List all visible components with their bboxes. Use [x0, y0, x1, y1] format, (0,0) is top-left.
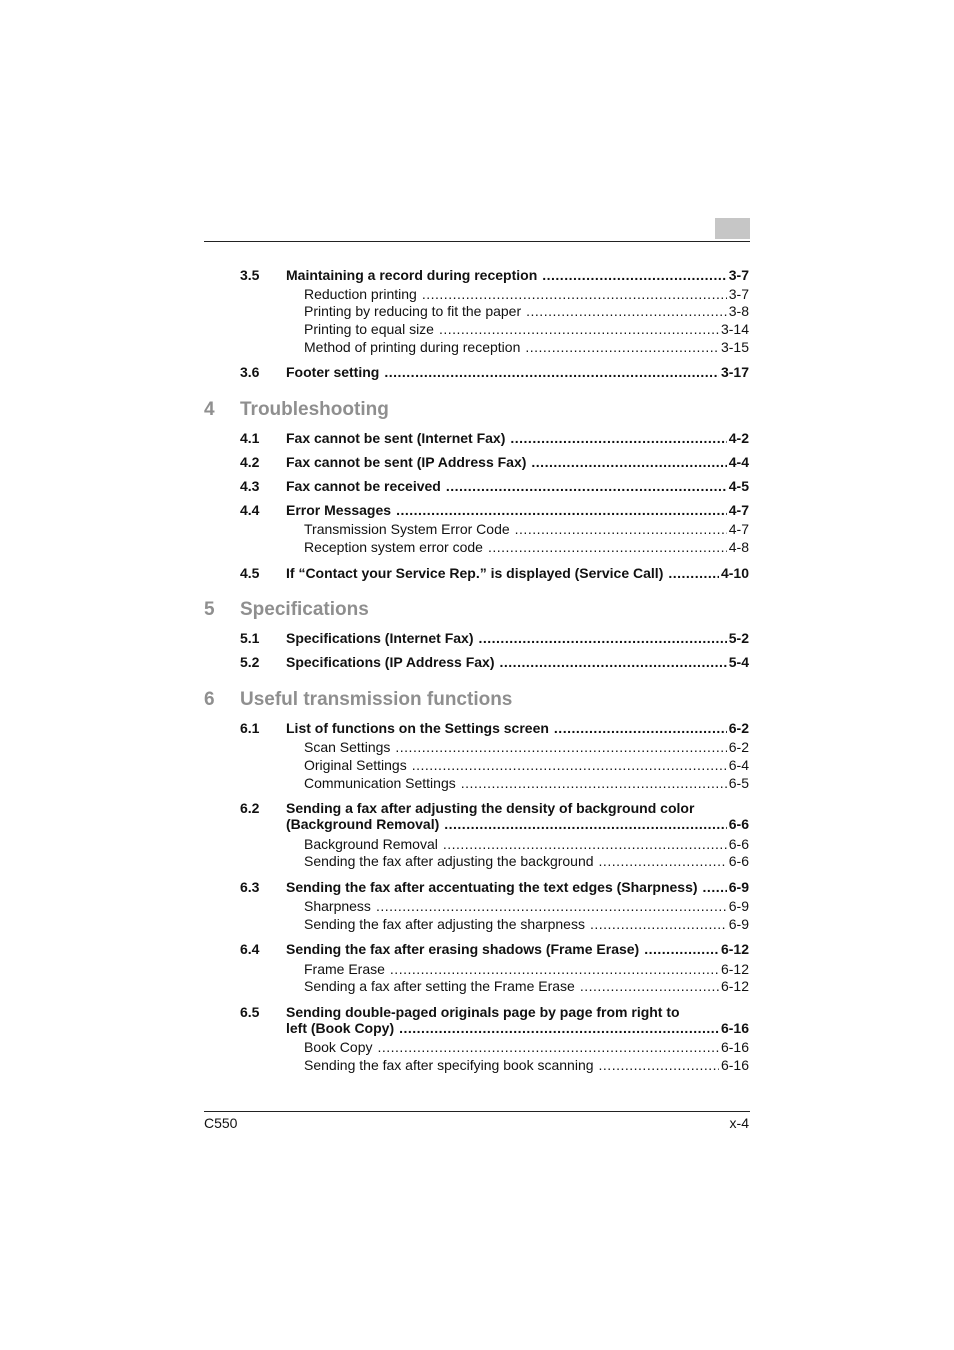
- section-title: List of functions on the Settings screen: [286, 720, 549, 736]
- toc-subsection-entry[interactable]: [304, 915, 749, 933]
- chapter-heading: [204, 689, 512, 711]
- dot-leader: [395, 738, 726, 756]
- dot-leader: [390, 960, 719, 978]
- toc-subsection-entry[interactable]: [304, 320, 749, 338]
- toc-subsection-entry[interactable]: [304, 852, 749, 870]
- dot-leader: [399, 1019, 719, 1037]
- toc-section-entry[interactable]: [240, 429, 749, 447]
- toc-section-entry-continued[interactable]: [240, 1019, 749, 1037]
- section-title: Sending the fax after erasing shadows (Frame Erase): [286, 941, 640, 957]
- toc-subsection-entry[interactable]: [304, 756, 749, 774]
- page-reference: 4-7: [728, 502, 749, 518]
- dot-leader: [590, 915, 727, 933]
- page-reference: 4-8: [728, 539, 749, 555]
- dot-leader: [461, 774, 727, 792]
- section-number: 5.1: [240, 630, 260, 646]
- dot-leader: [376, 897, 727, 915]
- toc-subsection-entry[interactable]: [304, 338, 749, 356]
- subsection-title: Sending the fax after adjusting the background: [304, 853, 594, 869]
- page-reference: 4-5: [728, 478, 749, 494]
- section-number: 4.3: [240, 478, 260, 494]
- section-number: 4.1: [240, 430, 260, 446]
- toc-section-entry[interactable]: [240, 477, 749, 495]
- dot-leader: [384, 363, 719, 381]
- section-title: Fax cannot be sent (IP Address Fax): [286, 454, 527, 470]
- section-title: If “Contact your Service Rep.” is displayed (Service Call): [286, 565, 664, 581]
- page-reference: 6-6: [728, 853, 749, 869]
- toc-subsection-entry[interactable]: [304, 738, 749, 756]
- dot-leader: [443, 835, 727, 853]
- section-title: Sending double-paged originals page by page from right to: [286, 1004, 680, 1020]
- chapter-title: Troubleshooting: [240, 399, 389, 420]
- page-reference: 6-2: [728, 720, 749, 736]
- toc-section-entry[interactable]: [240, 878, 749, 896]
- toc-section-entry[interactable]: [240, 629, 749, 647]
- section-title: Sending the fax after accentuating the text edges (Sharpness): [286, 879, 698, 895]
- subsection-title: Sending the fax after specifying book scanning: [304, 1057, 594, 1073]
- page-reference: 3-7: [728, 286, 749, 302]
- dot-leader: [515, 520, 727, 538]
- toc-subsection-entry[interactable]: [304, 835, 749, 853]
- section-number: 5.2: [240, 654, 260, 670]
- section-number: 6.2: [240, 800, 260, 816]
- toc-section-entry[interactable]: [240, 719, 749, 737]
- section-title-continued: (Background Removal): [286, 816, 440, 832]
- dot-leader: [542, 266, 727, 284]
- dot-leader: [668, 564, 719, 582]
- dot-leader: [599, 852, 727, 870]
- footer-model: C550: [204, 1115, 238, 1131]
- footer-page-number: x-4: [729, 1115, 749, 1131]
- dot-leader: [500, 653, 727, 671]
- dot-leader: [703, 878, 727, 896]
- section-number: 3.5: [240, 267, 260, 283]
- footer-rule: [204, 1111, 750, 1112]
- subsection-title: Frame Erase: [304, 961, 385, 977]
- section-number: 6.5: [240, 1004, 260, 1020]
- dot-leader: [525, 338, 719, 356]
- toc-section-entry[interactable]: [240, 653, 749, 671]
- page-reference: 5-2: [728, 630, 749, 646]
- dot-leader: [554, 719, 727, 737]
- page-reference: 3-8: [728, 303, 749, 319]
- section-title: Maintaining a record during reception: [286, 267, 538, 283]
- page-reference: 6-9: [728, 898, 749, 914]
- toc-subsection-entry[interactable]: [304, 520, 749, 538]
- page-reference: 6-6: [728, 836, 749, 852]
- page-reference: 3-17: [720, 364, 749, 380]
- section-number: 4.5: [240, 565, 260, 581]
- dot-leader: [526, 302, 727, 320]
- toc-section-entry[interactable]: [240, 501, 749, 519]
- toc-subsection-entry[interactable]: [304, 897, 749, 915]
- toc-section-entry[interactable]: [240, 564, 749, 582]
- toc-subsection-entry[interactable]: [304, 774, 749, 792]
- dot-leader: [377, 1038, 718, 1056]
- section-number: 6.4: [240, 941, 260, 957]
- subsection-title: Scan Settings: [304, 739, 391, 755]
- dot-leader: [439, 320, 719, 338]
- dot-leader: [599, 1056, 719, 1074]
- toc-subsection-entry[interactable]: [304, 1056, 749, 1074]
- toc-subsection-entry[interactable]: [304, 285, 749, 303]
- page-reference: 6-6: [728, 816, 749, 832]
- dot-leader: [488, 538, 727, 556]
- dot-leader: [580, 977, 719, 995]
- page-reference: 6-5: [728, 775, 749, 791]
- page-reference: 6-12: [720, 978, 749, 994]
- subsection-title: Method of printing during reception: [304, 339, 521, 355]
- page-reference: 6-12: [720, 941, 749, 957]
- subsection-title: Original Settings: [304, 757, 407, 773]
- dot-leader: [510, 429, 726, 447]
- subsection-title: Book Copy: [304, 1039, 373, 1055]
- subsection-title: Printing by reducing to fit the paper: [304, 303, 522, 319]
- page-reference: 6-4: [728, 757, 749, 773]
- page-reference: 5-4: [728, 654, 749, 670]
- dot-leader: [412, 756, 727, 774]
- chapter-number: 4: [204, 399, 215, 420]
- page-reference: 3-14: [720, 321, 749, 337]
- page-reference: 6-9: [728, 916, 749, 932]
- chapter-title: Useful transmission functions: [240, 689, 513, 710]
- subsection-title: Sharpness: [304, 898, 371, 914]
- dot-leader: [478, 629, 726, 647]
- toc-section-entry-continued[interactable]: [240, 815, 749, 833]
- section-number: 4.4: [240, 502, 260, 518]
- page-reference: 6-12: [720, 961, 749, 977]
- subsection-title: Transmission System Error Code: [304, 521, 510, 537]
- dot-leader: [396, 501, 727, 519]
- toc-section-entry[interactable]: [240, 453, 749, 471]
- toc-section-entry[interactable]: [240, 266, 749, 284]
- section-number: 4.2: [240, 454, 260, 470]
- section-title: Fax cannot be received: [286, 478, 441, 494]
- subsection-title: Reduction printing: [304, 286, 417, 302]
- section-title: Fax cannot be sent (Internet Fax): [286, 430, 506, 446]
- dot-leader: [446, 477, 727, 495]
- chapter-heading: [204, 599, 369, 621]
- section-title: Error Messages: [286, 502, 392, 518]
- subsection-title: Printing to equal size: [304, 321, 434, 337]
- toc-section-entry[interactable]: [240, 363, 749, 381]
- dot-leader: [531, 453, 726, 471]
- page-reference: 6-16: [720, 1039, 749, 1055]
- section-title: Sending a fax after adjusting the density of background color: [286, 800, 695, 816]
- page-reference: 6-16: [720, 1020, 749, 1036]
- toc-subsection-entry[interactable]: [304, 302, 749, 320]
- section-number: 6.3: [240, 879, 260, 895]
- page-reference: 6-9: [728, 879, 749, 895]
- section-title: Specifications (Internet Fax): [286, 630, 474, 646]
- page-reference: 4-10: [720, 565, 749, 581]
- section-title: Specifications (IP Address Fax): [286, 654, 495, 670]
- page-reference: 4-4: [728, 454, 749, 470]
- page-reference: 3-7: [728, 267, 749, 283]
- subsection-title: Communication Settings: [304, 775, 456, 791]
- toc-subsection-entry[interactable]: [304, 538, 749, 556]
- page-reference: 4-2: [728, 430, 749, 446]
- section-title-continued: left (Book Copy): [286, 1020, 395, 1036]
- page-reference: 6-2: [728, 739, 749, 755]
- toc-subsection-entry[interactable]: [304, 1038, 749, 1056]
- section-number: 6.1: [240, 720, 260, 736]
- chapter-heading: [204, 399, 389, 421]
- chapter-title: Specifications: [240, 599, 369, 620]
- chapter-number: 6: [204, 689, 215, 710]
- toc-section-entry[interactable]: [240, 940, 749, 958]
- page-reference: 3-15: [720, 339, 749, 355]
- dot-leader: [444, 815, 727, 833]
- section-number: 3.6: [240, 364, 260, 380]
- subsection-title: Sending a fax after setting the Frame Erase: [304, 978, 575, 994]
- dot-leader: [644, 940, 719, 958]
- page-reference: 4-7: [728, 521, 749, 537]
- subsection-title: Reception system error code: [304, 539, 483, 555]
- toc-subsection-entry[interactable]: [304, 960, 749, 978]
- toc-subsection-entry[interactable]: [304, 977, 749, 995]
- section-title: Footer setting: [286, 364, 380, 380]
- chapter-number: 5: [204, 599, 215, 620]
- subsection-title: Background Removal: [304, 836, 438, 852]
- page-reference: 6-16: [720, 1057, 749, 1073]
- dot-leader: [422, 285, 727, 303]
- subsection-title: Sending the fax after adjusting the sharpness: [304, 916, 585, 932]
